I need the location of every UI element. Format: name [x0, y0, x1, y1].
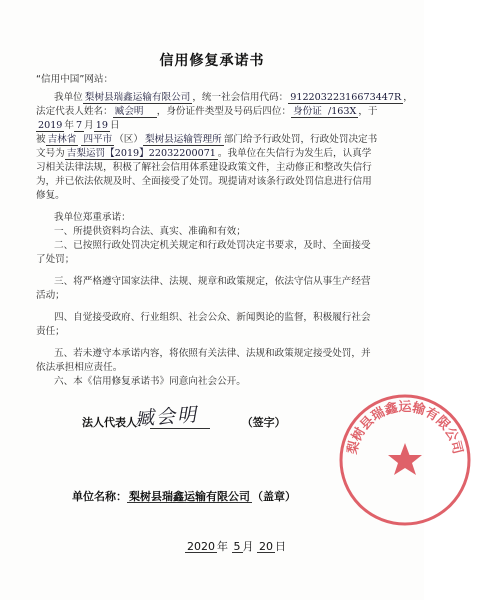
company-name-field: 梨树县瑞鑫运输有限公司	[84, 92, 191, 103]
text-comma: ，	[403, 92, 413, 103]
id-field	[291, 106, 358, 118]
rep-handwritten-signature: 臧会明	[134, 403, 199, 431]
id-separator: /	[327, 106, 332, 117]
city-field: 四平市	[83, 134, 113, 145]
commitment-2-line-1: 二、已按照行政处罚决定机关规定和行政处罚决定书要求，及时、全面接受	[54, 240, 371, 251]
commitment-3-line-2: 活动；	[36, 290, 65, 301]
text-district: （区）	[114, 134, 143, 145]
commitment-5-line-1: 五、若未遵守本承诺内容，将依照有关法律、法规和政策规定接受处罚，并	[54, 348, 371, 359]
intro-line-1	[54, 92, 413, 104]
commitment-1: 一、所提供资料均合法、真实、准确和有效；	[54, 226, 246, 237]
sign-unit-year: 年	[217, 540, 228, 553]
commitment-4-line-1: 四、自觉接受政府、行业组织、社会公众、新闻舆论的监督，积极履行社会	[54, 312, 371, 323]
intro-line-2	[36, 106, 378, 118]
unit-month: 月	[84, 120, 94, 131]
credit-code-field: 91220322316673447R	[290, 92, 402, 103]
unit-label: 单位名称：	[72, 490, 127, 503]
rep-sign-suffix: （签字）	[241, 416, 286, 429]
seal-star-icon	[388, 443, 422, 475]
commitment-6: 六、本《信用修复承诺书》同意向社会公开。	[54, 376, 246, 387]
text-decision: 部门给予行政处罚，行政处罚决定书	[223, 134, 378, 145]
province-field: 吉林省	[47, 134, 77, 145]
text-id-label: ，身份证件类型及号码后四位：	[156, 106, 292, 117]
commitment-3-line-1: 三、将严格遵守国家法律、法规、规章和政策规定，依法守信从事生产经营	[54, 276, 371, 287]
sign-date-month: 5	[233, 540, 241, 553]
commitment-5-line-2: 依法承担相应责任。	[36, 362, 123, 373]
text-on: ，于	[358, 106, 378, 117]
penalty-day: 19	[95, 120, 108, 131]
company-seal	[330, 385, 480, 535]
intro-line-8: 修复。	[36, 190, 65, 201]
penalty-month: 7	[76, 120, 83, 131]
unit-day: 日	[109, 120, 120, 131]
agency-field: 梨树县运输管理所	[145, 134, 222, 145]
text-by: 被	[36, 134, 46, 145]
document-title: 信用修复承诺书	[159, 53, 265, 69]
intro-line-5	[36, 148, 371, 160]
sign-unit-day: 日	[275, 540, 286, 553]
sign-date-year: 2020	[187, 540, 215, 553]
unit-name-row	[72, 488, 296, 504]
sign-unit-month: 月	[242, 540, 254, 553]
seal-text: 梨树县瑞鑫运输有限公司	[345, 400, 465, 456]
unit-year: 年	[64, 120, 75, 131]
rep-name-field: 臧会明	[113, 106, 157, 118]
rep-label: 法人代表人：	[82, 416, 148, 429]
commitment-2-line-2: 了处罚；	[36, 254, 75, 265]
commitment-4-line-2: 责任；	[36, 326, 65, 337]
text-we: 我单位	[54, 92, 83, 103]
text-credit-code-label: ，统一社会信用代码：	[192, 92, 289, 103]
id-last4: 163X	[331, 106, 357, 117]
unit-seal-suffix: （盖章）	[252, 490, 296, 503]
sign-date-day: 20	[259, 540, 273, 553]
addressee: “信用中国”网站：	[36, 74, 114, 85]
text-after: 。我单位在失信行为发生后，认真学	[217, 148, 372, 159]
doc-number-field: 吉梨运罚【2019】22032200071	[66, 148, 216, 159]
intro-line-3	[36, 120, 120, 132]
unit-name-field: 梨树县瑞鑫运输有限公司	[129, 490, 250, 503]
id-type: 身份证	[293, 106, 322, 117]
penalty-year: 2019	[38, 120, 63, 131]
commitments-heading: 我单位郑重承诺：	[54, 212, 131, 223]
sign-date-row	[185, 538, 286, 554]
intro-line-6: 习相关法律法规，积极了解社会信用体系建设政策文件，主动修正和整改失信行	[36, 162, 372, 173]
intro-line-4	[36, 134, 377, 146]
text-doc-no-label: 文号为	[36, 148, 65, 159]
text-rep-label: 法定代表人姓名：	[36, 106, 113, 117]
intro-line-7: 为，并已依法依规及时、全面接受了处罚。现提请对该条行政处罚信息进行信用	[36, 176, 372, 187]
